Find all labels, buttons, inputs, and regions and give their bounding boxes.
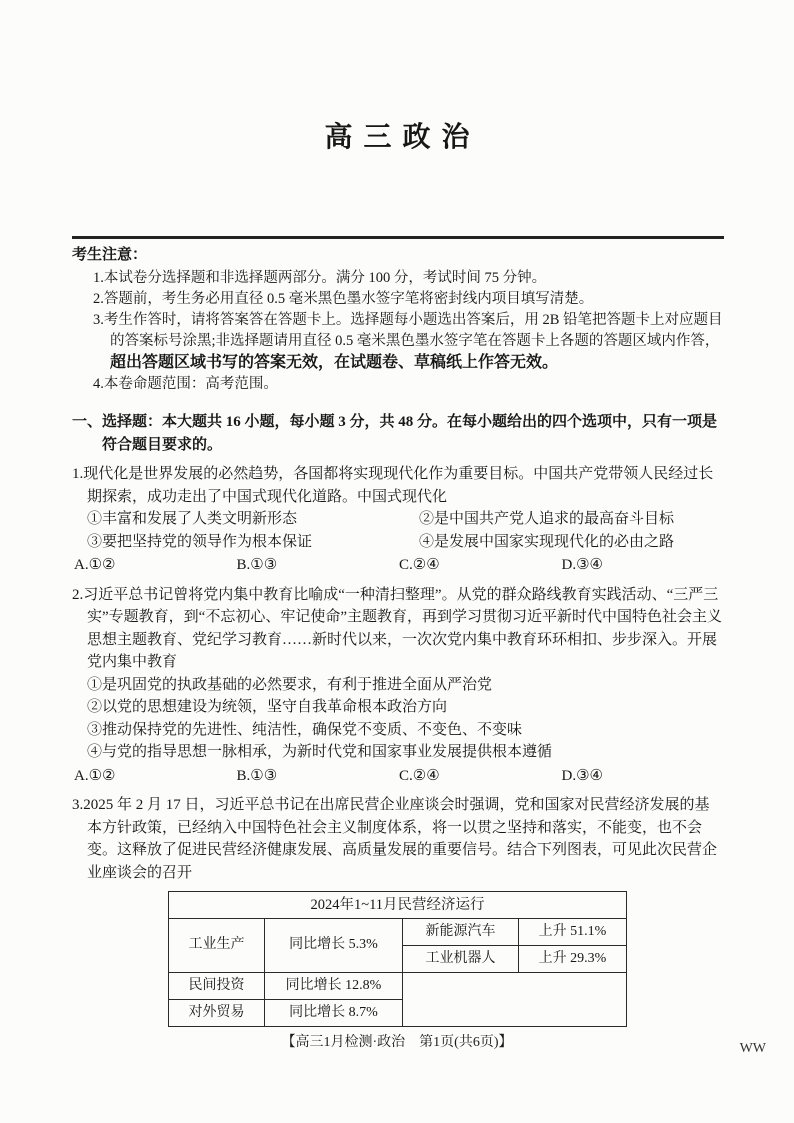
question-2-answers (72, 765, 724, 788)
notice-item-3 (93, 310, 724, 374)
table-row (169, 973, 627, 1000)
cell-empty (403, 973, 627, 1027)
option-3: ③推动保持党的先进性、纯洁性，确保党不变质、不变色、不变味 (87, 721, 523, 738)
page-content (72, 0, 724, 1027)
cell-industry-value: 同比增长 5.3% (265, 919, 403, 973)
answer-d: D.③④ (561, 557, 603, 573)
question-1-answers (72, 554, 724, 577)
watermark-text: WW (739, 1041, 766, 1056)
answer-a: A.①② (74, 767, 116, 784)
notice-heading: 考生注意： (72, 247, 148, 263)
cell-foreign-trade-value: 同比增长 8.7% (265, 1000, 403, 1027)
table-row (169, 892, 627, 919)
table-title: 2024年1~11月民营经济运行 (169, 892, 627, 919)
question-3 (72, 794, 724, 1027)
option-1: ①是巩固党的执政基础的必然要求，有利于推进全面从严治党 (87, 676, 493, 693)
question-2 (72, 584, 724, 788)
page-footer: 【高三1月检测·政治 第1页(共6页)】 (281, 1035, 513, 1050)
answer-c: C.②④ (399, 557, 440, 573)
question-3-stem: 3.2025 年 2 月 17 日，习近平总书记在出席民营企业座谈会时强调，党和国家对民营经济发展的基本方针政策，已经纳入中国特色社会主义制度体系，将一以贯之坚持和落实，不能变，也不会变。这释放了促进民营经济健康发展、高质量发展的重要信号。结合下列图表，可见此次民营企业座谈会的召开 (72, 797, 718, 881)
question-1-options-row-1 (72, 508, 724, 531)
cell-foreign-trade: 对外贸易 (169, 1000, 265, 1027)
page-title: 高 三 政 治 (324, 122, 472, 153)
notice-list (93, 268, 724, 395)
cell-private-investment: 民间投资 (169, 973, 265, 1000)
notice-item-3-text: 3.考生作答时，请将答案答在答题卡上。选择题每小题选出答案后，用 2B 铅笔把答题卡上对应题目的答案标号涂黑;非选择题请用直径 0.5 毫米黑色墨水签字笔在答题卡上各题的答题区域内作答， (93, 312, 723, 349)
cell-nev: 新能源汽车 (403, 919, 519, 946)
cell-robot: 工业机器人 (403, 946, 519, 973)
cell-nev-value: 上升 51.1% (519, 919, 627, 946)
notice-item-1: 1.本试卷分选择题和非选择题两部分。满分 100 分，考试时间 75 分钟。 (93, 270, 547, 286)
answer-b: B.①③ (236, 767, 278, 784)
question-1-options-row-2 (72, 531, 724, 554)
economy-table-wrapper (168, 891, 724, 1027)
notice-item-2: 2.答题前，考生务必用直径 0.5 毫米黑色墨水签字笔将密封线内项目填写清楚。 (93, 291, 594, 307)
divider-line (72, 236, 724, 239)
section-heading: 一、选择题：本大题共 16 小题，每小题 3 分，共 48 分。在每小题给出的四个选项中，只有一项是符合题目要求的。 (72, 414, 718, 453)
option-4: ④与党的指导思想一脉相承，为新时代党和国家事业发展提供根本遵循 (87, 744, 553, 760)
answer-c: C.②④ (399, 767, 440, 784)
option-3: ③要把坚持党的领导作为根本保证 (87, 533, 313, 550)
notice-item-4: 4.本卷命题范围：高考范围。 (93, 376, 278, 392)
table-row (169, 919, 627, 946)
answer-a: A.①② (74, 557, 116, 573)
answer-d: D.③④ (561, 767, 603, 784)
cell-industry: 工业生产 (169, 919, 265, 973)
question-1-stem: 1.现代化是世界发展的必然趋势，各国都将实现现代化作为重要目标。中国共产党带领人民经过长期探索，成功走出了中国式现代化道路。中国式现代化 (72, 466, 714, 505)
option-1: ①丰富和发展了人类文明新形态 (87, 511, 298, 527)
economy-table (168, 891, 627, 1027)
option-2: ②以党的思想建设为统领，坚守自我革命根本政治方向 (87, 699, 448, 715)
notice-item-3-bold-text: 超出答题区域书写的答案无效，在试题卷、草稿纸上作答无效。 (110, 354, 559, 371)
cell-private-investment-value: 同比增长 12.8% (265, 973, 403, 1000)
option-2: ②是中国共产党人追求的最高奋斗目标 (419, 511, 675, 527)
option-4: ④是发展中国家实现现代化的必由之路 (419, 533, 675, 550)
question-1 (72, 463, 724, 577)
question-2-stem: 2.习近平总书记曾将党内集中教育比喻成“一种清扫整理”。从党的群众路线教育实践活动、“三严三实”专题教育，到“不忘初心、牢记使命”主题教育，再到学习贯彻习近平新时代中国特色社会主义思想主题教育、党纪学习教育……新时代以来，一次次党内集中教育环环相扣、步步深入。开展党内集中教育 (72, 586, 722, 670)
answer-b: B.①③ (236, 557, 278, 573)
cell-robot-value: 上升 29.3% (519, 946, 627, 973)
